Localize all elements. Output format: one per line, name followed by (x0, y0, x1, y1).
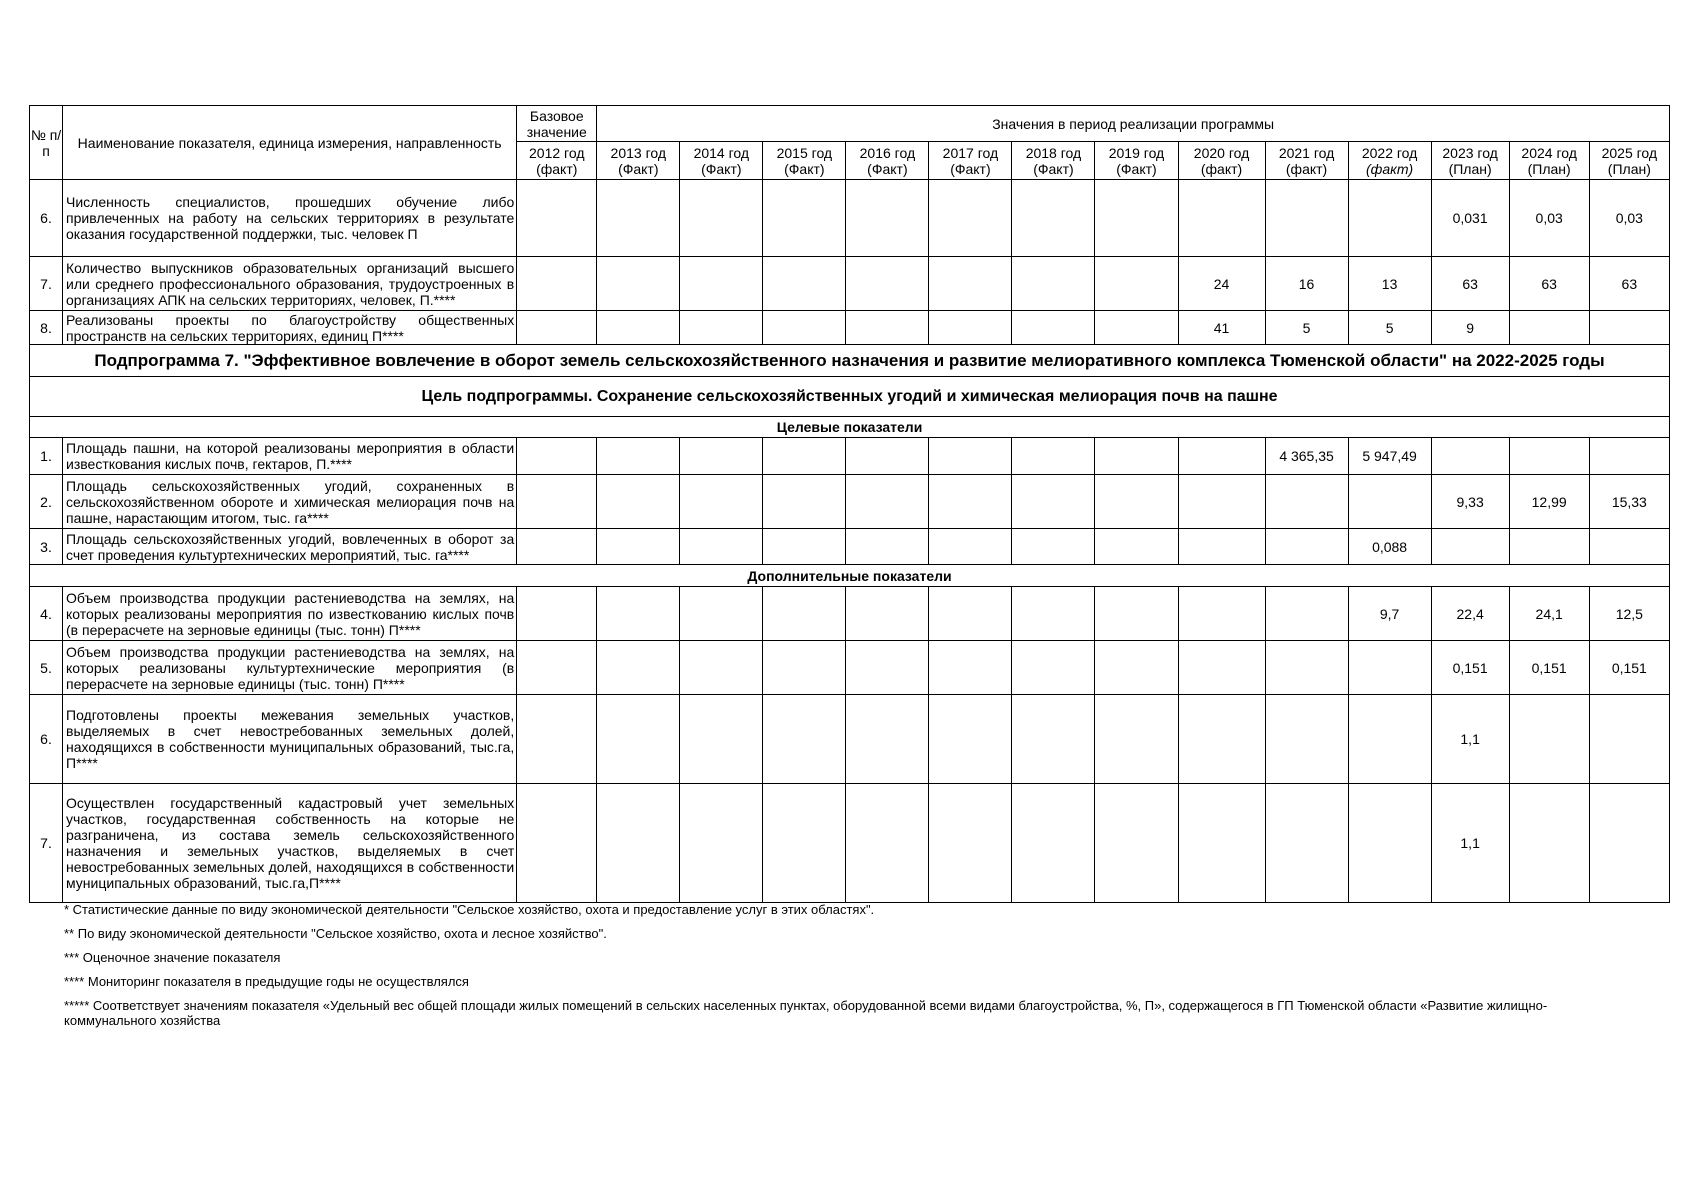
row-value-cell (763, 641, 846, 695)
row-value-cell (517, 311, 597, 345)
row-number: 2. (30, 475, 63, 529)
header-year-label: 2015 год (776, 144, 833, 161)
header-year-kind: (факт) (536, 160, 578, 177)
header-year-5 (929, 142, 1012, 180)
row-value-cell (1589, 695, 1669, 784)
row-value-cell (597, 180, 680, 257)
row-value-cell (846, 475, 929, 529)
row-number: 8. (30, 311, 63, 345)
row-value-cell (680, 587, 763, 641)
header-year-6 (1012, 142, 1095, 180)
row-value-cell (1012, 475, 1095, 529)
header-year-label: 2024 год (1521, 144, 1577, 161)
row-value-cell (1589, 438, 1669, 475)
subprogram-goal: Цель подпрограммы. Сохранение сельскохозяйственных угодий и химическая мелиорация почв на пашне (30, 377, 1670, 417)
header-year-label: 2016 год (859, 144, 916, 161)
row-value-cell (929, 784, 1012, 903)
table-row (30, 529, 1670, 565)
subprogram-title: Подпрограмма 7. "Эффективное вовлечение в оборот земель сельскохозяйственного назначения и развитие мелиоративного комплекса Тюменской области" на 2022-2025 годы (30, 345, 1670, 377)
header-year-3 (763, 142, 846, 180)
row-value-cell (1095, 695, 1178, 784)
row-value-cell (1095, 180, 1178, 257)
header-year-label: 2020 год (1193, 144, 1250, 161)
header-year-kind: (Факт) (784, 160, 825, 177)
row-number: 5. (30, 641, 63, 695)
row-value-cell (597, 529, 680, 565)
header-year-label: 2025 год (1601, 144, 1658, 161)
row-value-cell (1178, 438, 1265, 475)
row-value-cell (517, 257, 597, 311)
row-value-cell (1178, 695, 1265, 784)
header-year-kind: (факт) (1200, 160, 1243, 177)
row-value-cell (929, 475, 1012, 529)
row-value-cell: 0,151 (1509, 641, 1589, 695)
row-indicator-name: Осуществлен государственный кадастровый учет земельных участков, государственная собственность на которые не разграничена, из состава земель сельскохозяйственного назначения и земельных участков, выделяемых в счет невостребованных земельных долей, находящихся в собственности муниципальных образований, тыс.га,П**** (63, 784, 517, 903)
row-value-cell (1509, 438, 1589, 475)
row-value-cell (517, 784, 597, 903)
table-header (30, 106, 1670, 180)
row-value-cell (1095, 784, 1178, 903)
header-year-kind: (факт) (1285, 160, 1328, 177)
row-value-cell (1348, 695, 1431, 784)
row-value-cell: 4 365,35 (1265, 438, 1348, 475)
row-value-cell: 1,1 (1431, 784, 1509, 903)
row-value-cell (517, 438, 597, 475)
section-target-row (30, 417, 1670, 438)
header-year-kind: (План) (1607, 160, 1651, 177)
row-value-cell: 24 (1178, 257, 1265, 311)
row-value-cell (929, 257, 1012, 311)
row-value-cell (846, 784, 929, 903)
row-indicator-name: Подготовлены проекты межевания земельных участков, выделяемых в счет невостребованных земельных долей, находящихся в собственности муниципальных образований, тыс.га, П**** (63, 695, 517, 784)
header-year-label: 2013 год (610, 144, 667, 161)
row-value-cell (1012, 311, 1095, 345)
row-indicator-name: Площадь сельскохозяйственных угодий, сохраненных в сельскохозяйственном обороте и химическая мелиорация почв на пашне, нарастающим итогом, тыс. га**** (63, 475, 517, 529)
row-value-cell (763, 695, 846, 784)
row-value-cell (517, 587, 597, 641)
subprogram-goal-row (30, 377, 1670, 417)
indicators-table-page (29, 105, 1670, 1028)
row-value-cell (680, 257, 763, 311)
row-value-cell (1265, 475, 1348, 529)
row-value-cell: 9,7 (1348, 587, 1431, 641)
row-value-cell (1012, 438, 1095, 475)
header-year-kind: (факт) (1365, 160, 1414, 177)
row-value-cell (929, 311, 1012, 345)
row-value-cell (846, 180, 929, 257)
row-value-cell (1095, 641, 1178, 695)
footnotes (64, 902, 1624, 1037)
row-value-cell (597, 587, 680, 641)
header-year-kind: (План) (1448, 160, 1492, 177)
row-indicator-name: Площадь сельскохозяйственных угодий, вовлеченных в оборот за счет проведения культуртехнических мероприятий, тыс. га**** (63, 529, 517, 565)
table-row (30, 695, 1670, 784)
row-value-cell (1178, 475, 1265, 529)
row-value-cell: 9 (1431, 311, 1509, 345)
row-value-cell (1095, 438, 1178, 475)
section-extra-row (30, 565, 1670, 587)
header-year-2 (680, 142, 763, 180)
row-value-cell (517, 641, 597, 695)
row-value-cell (597, 257, 680, 311)
row-value-cell (680, 695, 763, 784)
row-value-cell (846, 311, 929, 345)
row-value-cell (1265, 180, 1348, 257)
row-value-cell (1265, 784, 1348, 903)
row-value-cell (846, 257, 929, 311)
row-value-cell (1095, 311, 1178, 345)
row-value-cell (597, 784, 680, 903)
table-row (30, 475, 1670, 529)
row-value-cell (929, 180, 1012, 257)
header-base: Базовое значение (517, 106, 597, 142)
header-year-12 (1509, 142, 1589, 180)
row-value-cell (680, 475, 763, 529)
row-value-cell (1265, 641, 1348, 695)
header-year-4 (846, 142, 929, 180)
row-value-cell (680, 180, 763, 257)
row-value-cell (763, 784, 846, 903)
indicators-table (29, 105, 1670, 903)
row-value-cell: 63 (1509, 257, 1589, 311)
subprogram-title-row (30, 345, 1670, 377)
footnote-3: *** Оценочное значение показателя (64, 950, 281, 965)
row-indicator-name: Количество выпускников образовательных организаций высшего или среднего профессионального образования, трудоустроенных в организациях АПК на сельских территориях, человек, П.**** (63, 257, 517, 311)
row-value-cell (1095, 529, 1178, 565)
header-no: № п/п (30, 106, 63, 180)
row-value-cell (680, 311, 763, 345)
table-body (30, 180, 1670, 903)
section-target: Целевые показатели (30, 417, 1670, 438)
header-year-label: 2021 год (1278, 144, 1335, 161)
row-value-cell: 63 (1431, 257, 1509, 311)
row-value-cell (517, 695, 597, 784)
header-year-kind: (Факт) (867, 160, 908, 177)
row-value-cell (1265, 695, 1348, 784)
row-value-cell (1348, 475, 1431, 529)
row-value-cell: 22,4 (1431, 587, 1509, 641)
row-number: 4. (30, 587, 63, 641)
row-value-cell (763, 257, 846, 311)
row-number: 6. (30, 180, 63, 257)
row-value-cell: 5 (1265, 311, 1348, 345)
header-year-kind: (Факт) (618, 160, 659, 177)
row-value-cell: 0,03 (1589, 180, 1669, 257)
row-value-cell: 41 (1178, 311, 1265, 345)
row-value-cell (1012, 641, 1095, 695)
row-value-cell (1348, 641, 1431, 695)
row-value-cell (1012, 180, 1095, 257)
row-value-cell (1178, 587, 1265, 641)
table-row (30, 641, 1670, 695)
row-value-cell: 24,1 (1509, 587, 1589, 641)
header-year-7 (1095, 142, 1178, 180)
header-year-label: 2018 год (1025, 144, 1082, 161)
row-value-cell (846, 438, 929, 475)
footnote-1: * Статистические данные по виду экономической деятельности "Сельское хозяйство, охота и предоставление услуг в этих областях". (64, 902, 875, 917)
row-value-cell (1012, 784, 1095, 903)
header-year-kind: (Факт) (701, 160, 742, 177)
row-value-cell (763, 180, 846, 257)
header-year-label: 2012 год (529, 144, 585, 161)
table-row (30, 438, 1670, 475)
header-year-label: 2014 год (693, 144, 750, 161)
row-value-cell (929, 529, 1012, 565)
row-indicator-name: Реализованы проекты по благоустройству общественных пространств на сельских территориях, единиц П**** (63, 311, 517, 345)
row-indicator-name: Численность специалистов, прошедших обучение либо привлеченных на работу на сельских территориях в результате оказания государственной поддержки, тыс. человек П (63, 180, 517, 257)
footnote-2: ** По виду экономической деятельности "Сельское хозяйство, охота и лесное хозяйство". (64, 926, 607, 941)
header-period: Значения в период реализации программы (597, 106, 1670, 142)
header-year-label: 2022 год (1361, 144, 1418, 161)
row-value-cell: 9,33 (1431, 475, 1509, 529)
row-value-cell (846, 587, 929, 641)
row-value-cell (1509, 311, 1589, 345)
header-year-8 (1178, 142, 1265, 180)
row-value-cell (763, 475, 846, 529)
row-value-cell (1095, 257, 1178, 311)
row-value-cell (1509, 695, 1589, 784)
row-value-cell (1589, 784, 1669, 903)
row-value-cell: 0,151 (1431, 641, 1509, 695)
header-year-13 (1589, 142, 1669, 180)
header-year-label: 2023 год (1442, 144, 1498, 161)
header-year-0 (517, 142, 597, 180)
row-value-cell (1431, 529, 1509, 565)
row-value-cell (1012, 587, 1095, 641)
table-row (30, 257, 1670, 311)
row-value-cell (680, 784, 763, 903)
row-value-cell (517, 475, 597, 529)
header-year-kind: (Факт) (1033, 160, 1074, 177)
row-value-cell (846, 695, 929, 784)
row-value-cell (1095, 587, 1178, 641)
header-year-label: 2017 год (942, 144, 999, 161)
row-value-cell (1178, 180, 1265, 257)
row-value-cell (1509, 529, 1589, 565)
row-value-cell: 15,33 (1589, 475, 1669, 529)
header-year-label: 2019 год (1108, 144, 1165, 161)
row-value-cell: 0,03 (1509, 180, 1589, 257)
row-value-cell (1178, 529, 1265, 565)
row-value-cell: 1,1 (1431, 695, 1509, 784)
row-value-cell: 0,088 (1348, 529, 1431, 565)
row-value-cell (929, 438, 1012, 475)
row-value-cell: 12,5 (1589, 587, 1669, 641)
row-value-cell: 0,151 (1589, 641, 1669, 695)
row-value-cell (517, 529, 597, 565)
row-value-cell (929, 587, 1012, 641)
row-value-cell (1431, 438, 1509, 475)
row-number: 7. (30, 257, 63, 311)
table-row (30, 180, 1670, 257)
header-name: Наименование показателя, единица измерения, направленность (63, 106, 517, 180)
row-value-cell (597, 311, 680, 345)
row-value-cell (1265, 587, 1348, 641)
row-value-cell (597, 695, 680, 784)
row-value-cell: 5 947,49 (1348, 438, 1431, 475)
row-number: 3. (30, 529, 63, 565)
row-value-cell (1265, 529, 1348, 565)
row-value-cell (1509, 784, 1589, 903)
row-value-cell (517, 180, 597, 257)
row-value-cell (929, 695, 1012, 784)
header-year-10 (1348, 142, 1431, 180)
row-value-cell: 5 (1348, 311, 1431, 345)
table-row (30, 587, 1670, 641)
header-year-kind: (Факт) (1116, 160, 1157, 177)
row-indicator-name: Площадь пашни, на которой реализованы мероприятия в области известкования кислых почв, гектаров, П.**** (63, 438, 517, 475)
row-value-cell (1012, 529, 1095, 565)
row-value-cell (597, 475, 680, 529)
row-value-cell (1348, 784, 1431, 903)
row-value-cell: 16 (1265, 257, 1348, 311)
header-year-kind: (План) (1527, 160, 1571, 177)
row-value-cell: 63 (1589, 257, 1669, 311)
row-value-cell (680, 438, 763, 475)
row-value-cell (680, 529, 763, 565)
header-year-kind: (Факт) (950, 160, 991, 177)
footnote-4: **** Мониторинг показателя в предыдущие годы не осуществлялся (64, 974, 469, 989)
row-value-cell (597, 641, 680, 695)
row-value-cell (846, 641, 929, 695)
row-value-cell: 13 (1348, 257, 1431, 311)
row-value-cell: 12,99 (1509, 475, 1589, 529)
table-row (30, 784, 1670, 903)
footnote-5: ***** Соответствует значениям показателя «Удельный вес общей площади жилых помещений в сельских населенных пунктах, оборудованной всеми видами благоустройства, %, П», содержащегося в ГП Тюменской области «Развитие жилищно-коммунального хозяйства (64, 998, 1548, 1028)
row-value-cell: 0,031 (1431, 180, 1509, 257)
row-value-cell (597, 438, 680, 475)
row-number: 6. (30, 695, 63, 784)
row-value-cell (1348, 180, 1431, 257)
row-value-cell (1178, 784, 1265, 903)
row-value-cell (1095, 475, 1178, 529)
row-indicator-name: Объем производства продукции растениеводства на землях, на которых реализованы культуртехнические мероприятия (в перерасчете на зерновые единицы (тыс. тонн) П**** (63, 641, 517, 695)
row-value-cell (680, 641, 763, 695)
row-value-cell (929, 641, 1012, 695)
row-value-cell (1012, 695, 1095, 784)
section-extra: Дополнительные показатели (30, 565, 1670, 587)
row-number: 1. (30, 438, 63, 475)
row-value-cell (1012, 257, 1095, 311)
row-value-cell (763, 438, 846, 475)
row-value-cell (763, 529, 846, 565)
table-row (30, 311, 1670, 345)
row-number: 7. (30, 784, 63, 903)
row-value-cell (763, 587, 846, 641)
row-value-cell (1178, 641, 1265, 695)
row-value-cell (1589, 529, 1669, 565)
header-year-1 (597, 142, 680, 180)
row-value-cell (1589, 311, 1669, 345)
header-year-11 (1431, 142, 1509, 180)
header-year-9 (1265, 142, 1348, 180)
row-indicator-name: Объем производства продукции растениеводства на землях, на которых реализованы мероприятия по известкованию кислых почв (в перерасчете на зерновые единицы (тыс. тонн) П**** (63, 587, 517, 641)
row-value-cell (846, 529, 929, 565)
row-value-cell (763, 311, 846, 345)
